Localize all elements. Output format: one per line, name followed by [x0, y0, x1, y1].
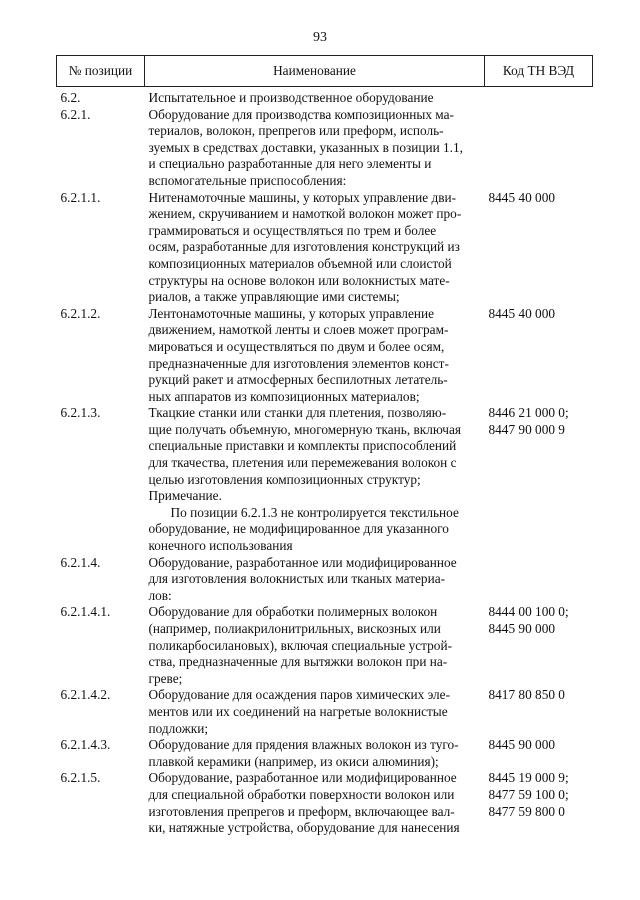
customs-code — [485, 687, 593, 737]
table-row — [57, 306, 593, 406]
description-line: граммироваться и осуществляться по трем и более — [148, 222, 437, 238]
code-line: 8445 90 000 — [488, 737, 555, 753]
description-line: (например, полиакрилонитрильных, вискозных или — [148, 621, 441, 636]
description-line: щие получать объемную, многомерную ткань, включая — [148, 421, 462, 437]
description-line: ства, предназначенные для вытяжки волокон при на- — [148, 654, 448, 670]
table-header — [57, 56, 593, 87]
position-number: 6.2.1.4.2. — [60, 687, 111, 703]
table-row — [57, 87, 593, 107]
table-row — [57, 190, 593, 306]
customs-code — [485, 87, 593, 107]
item-description — [145, 405, 485, 554]
description-line: ментов или их соединений на нагретые волокнистые — [148, 703, 448, 719]
description-line: конечного использования — [148, 538, 293, 554]
table-body — [57, 87, 593, 837]
description-line: Испытательное и производственное оборудование — [148, 90, 434, 105]
customs-code — [485, 306, 593, 406]
code-line: 8446 21 000 0; — [488, 405, 569, 421]
position-number: 6.2.1.5. — [60, 770, 101, 786]
header-name: Наименование — [145, 56, 485, 87]
description-line: плавкой керамики (например, из окиси алюминия); — [148, 753, 439, 769]
description-line: жением, скручиванием и намоткой волокон может про- — [148, 206, 462, 222]
description-line: мироваться и осуществляться по двум и более осям, — [148, 338, 445, 354]
table-row — [57, 107, 593, 190]
description-line: специальные приставки и комплекты приспособлений — [148, 438, 457, 454]
item-description — [145, 107, 485, 190]
description-line: лов: — [148, 587, 172, 603]
customs-code — [485, 107, 593, 190]
description-line: целью изготовления композиционных структур; — [148, 471, 421, 487]
code-line: 8445 90 000 — [488, 621, 555, 636]
description-line: оборудование, не модифицированное для указанного — [148, 521, 449, 537]
code-line: 8445 40 000 — [488, 305, 555, 321]
item-description — [145, 604, 485, 687]
description-line: структуры на основе волокон или волокнистых мате- — [148, 272, 450, 288]
description-line: зуемых в средствах доставки, указанных в позиции 1.1, — [148, 139, 463, 155]
description-line: Оборудование, разработанное или модифицированное — [148, 770, 457, 786]
position-number: 6.2.1.4. — [60, 554, 101, 570]
position-number: 6.2.1.1. — [60, 189, 101, 205]
table-row — [57, 687, 593, 737]
customs-code — [485, 405, 593, 554]
customs-code — [485, 737, 593, 770]
table-row — [57, 770, 593, 836]
position-number: 6.2.1.4.3. — [60, 737, 111, 753]
description-line: Оборудование для прядения влажных волокон из туго- — [148, 737, 459, 753]
description-line: вспомогательные приспособления: — [148, 172, 347, 188]
description-line: композиционных материалов объемной или слоистой — [148, 255, 452, 271]
table-row — [57, 555, 593, 605]
code-line: 8447 90 000 9 — [488, 421, 565, 437]
item-description — [145, 555, 485, 605]
description-line: Оборудование, разработанное или модифицированное — [148, 554, 457, 570]
position-number: 6.2. — [60, 90, 81, 105]
description-line: Лентонамоточные машины, у которых управление — [148, 305, 434, 321]
regulation-table — [56, 55, 593, 837]
description-line: Нитенамоточные машины, у которых управление дви- — [148, 189, 457, 205]
description-line: Оборудование для производства композиционных ма- — [148, 106, 454, 122]
description-line: Ткацкие станки или станки для плетения, позволяю- — [148, 405, 447, 421]
header-code: Код ТН ВЭД — [485, 56, 593, 87]
code-line: 8477 59 800 0 — [488, 803, 565, 819]
table-row — [57, 405, 593, 554]
description-line: предназначенные для изготовления элементов конст- — [148, 355, 449, 371]
code-line: 8477 59 100 0; — [488, 786, 569, 802]
item-description — [145, 737, 485, 770]
code-line: 8445 40 000 — [488, 189, 555, 205]
position-number: 6.2.1.2. — [60, 305, 101, 321]
code-line: 8445 19 000 9; — [488, 770, 569, 786]
page-number: 93 — [313, 30, 327, 45]
description-line: ных аппаратов из композиционных материалов; — [148, 388, 420, 404]
description-line: и специально разработанные для него элементы и — [148, 156, 432, 172]
description-line: греве; — [148, 670, 183, 686]
customs-code — [485, 770, 593, 836]
description-line: рукций ракет и атмосферных беспилотных летатель- — [148, 372, 448, 388]
description-line: подложки; — [148, 720, 209, 736]
customs-code — [485, 190, 593, 306]
item-description — [145, 687, 485, 737]
description-line: для ткачества, плетения или перемежевания волокон с — [148, 455, 457, 471]
header-row — [57, 56, 593, 87]
item-description — [145, 87, 485, 107]
item-description — [145, 190, 485, 306]
item-description — [145, 770, 485, 836]
item-description — [145, 306, 485, 406]
description-line: для изготовления волокнистых или тканых материа- — [148, 571, 446, 587]
description-line: Оборудование для осаждения паров химических эле- — [148, 687, 451, 703]
customs-code — [485, 604, 593, 687]
position-number: 6.2.1. — [60, 106, 91, 122]
table-row — [57, 604, 593, 687]
description-line: для специальной обработки поверхности волокон или — [148, 786, 455, 802]
description-line: По позиции 6.2.1.3 не контролируется текстильное — [170, 504, 459, 520]
position-number: 6.2.1.4.1. — [60, 604, 111, 620]
code-line: 8444 00 100 0; — [488, 604, 569, 620]
description-line: осям, разработанные для изготовления конструкций из — [148, 239, 460, 255]
description-line: ки, натяжные устройства, оборудование для нанесения — [148, 820, 460, 836]
description-line: изготовления препрегов и преформ, включающее вал- — [148, 803, 455, 819]
description-line: движением, намоткой ленты и слоев может програм- — [148, 322, 449, 338]
description-line: поликарбосилановых), включая специальные устрой- — [148, 637, 452, 653]
description-line: Оборудование для обработки полимерных волокон — [148, 604, 438, 620]
header-position: № позиции — [57, 56, 145, 87]
description-line: Примечание. — [148, 488, 222, 504]
description-line: риалов, а также управляющие ими системы; — [148, 289, 400, 305]
customs-code — [485, 555, 593, 605]
description-line: териалов, волокон, препрегов или преформ, исполь- — [148, 123, 444, 139]
position-number: 6.2.1.3. — [60, 405, 101, 421]
code-line: 8417 80 850 0 — [488, 687, 565, 703]
table-row — [57, 737, 593, 770]
